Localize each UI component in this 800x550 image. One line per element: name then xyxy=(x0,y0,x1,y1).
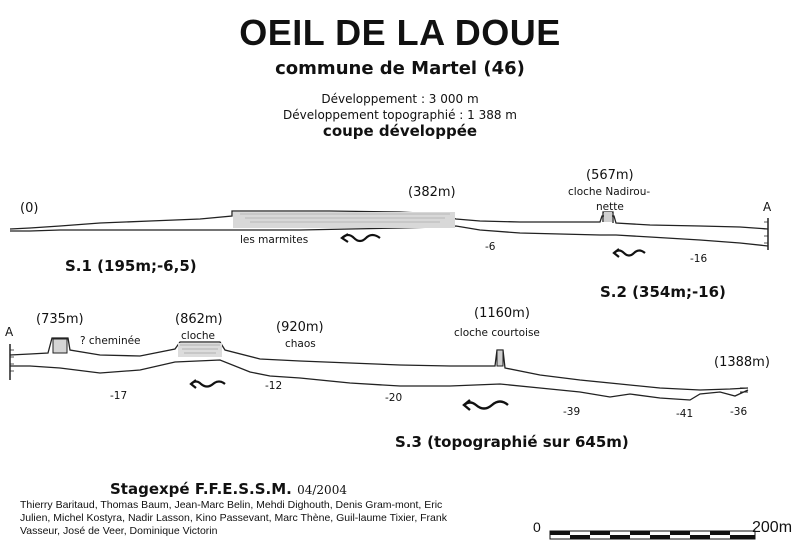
depth-label: -36 xyxy=(730,406,748,418)
feature-label: nette xyxy=(596,201,624,213)
distance-label: (0) xyxy=(20,201,39,216)
flow-arrow-icon xyxy=(342,234,380,242)
top-profile xyxy=(10,211,768,250)
depth-label: -39 xyxy=(563,406,581,418)
distance-label: (567m) xyxy=(586,168,634,183)
credits-stage: Stagexpé F.F.E.S.S.M. xyxy=(110,480,292,498)
section-type-label: coupe développée xyxy=(322,122,478,140)
credits-title xyxy=(110,480,347,498)
development-length: Développement : 3 000 m xyxy=(321,92,479,106)
section-marker: A xyxy=(763,200,772,214)
sump-label: S.1 (195m;-6,5) xyxy=(65,257,197,275)
depth-label: -17 xyxy=(110,390,128,402)
distance-label: (1160m) xyxy=(474,306,530,321)
depth-label: -12 xyxy=(265,380,283,392)
depth-label: -20 xyxy=(385,392,403,404)
surveyed-length: Développement topographié : 1 388 m xyxy=(283,108,517,122)
distance-label: (382m) xyxy=(408,185,456,200)
scale-bar xyxy=(550,531,755,539)
feature-label: ? cheminée xyxy=(80,335,141,347)
depth-label: -41 xyxy=(676,408,694,420)
page-title: OEIL DE LA DOUE xyxy=(239,12,561,53)
top-profile-floor xyxy=(10,226,768,246)
feature-label: cloche xyxy=(181,330,216,342)
credits-team: Thierry Baritaud, Thomas Baum, Jean-Marc Belin, Mehdi Dighouth, Denis Gram-mont, Eric Julien, Michel Kostyra, Nadir Lasson, Kino Passevant, Marc Thène, Guil-laume Tixier, Frank Vasseur, José de Veer, Dominique Victorin xyxy=(20,499,447,537)
scale-start-label: 0 xyxy=(533,519,541,535)
credits-date: 04/2004 xyxy=(297,483,347,497)
flow-arrow-icon xyxy=(464,400,508,410)
sump-label: S.3 (topographié sur 645m) xyxy=(395,433,629,451)
distance-label: (862m) xyxy=(175,312,223,327)
flow-arrow-icon xyxy=(614,249,645,257)
depth-label: -16 xyxy=(690,253,708,265)
feature-label: chaos xyxy=(285,338,316,350)
page-subtitle: commune de Martel (46) xyxy=(275,58,525,79)
depth-label: -6 xyxy=(485,241,496,253)
sump-label: S.2 (354m;-16) xyxy=(600,283,726,301)
section-marker: A xyxy=(5,325,14,339)
distance-label: (920m) xyxy=(276,320,324,335)
distance-label: (1388m) xyxy=(714,355,770,370)
feature-label: les marmites xyxy=(240,234,309,246)
scale-end-label: 200m xyxy=(752,519,793,536)
feature-label: cloche Nadirou- xyxy=(568,186,651,198)
feature-label: cloche courtoise xyxy=(454,327,540,339)
flow-arrow-icon xyxy=(191,380,225,388)
distance-label: (735m) xyxy=(36,312,84,327)
